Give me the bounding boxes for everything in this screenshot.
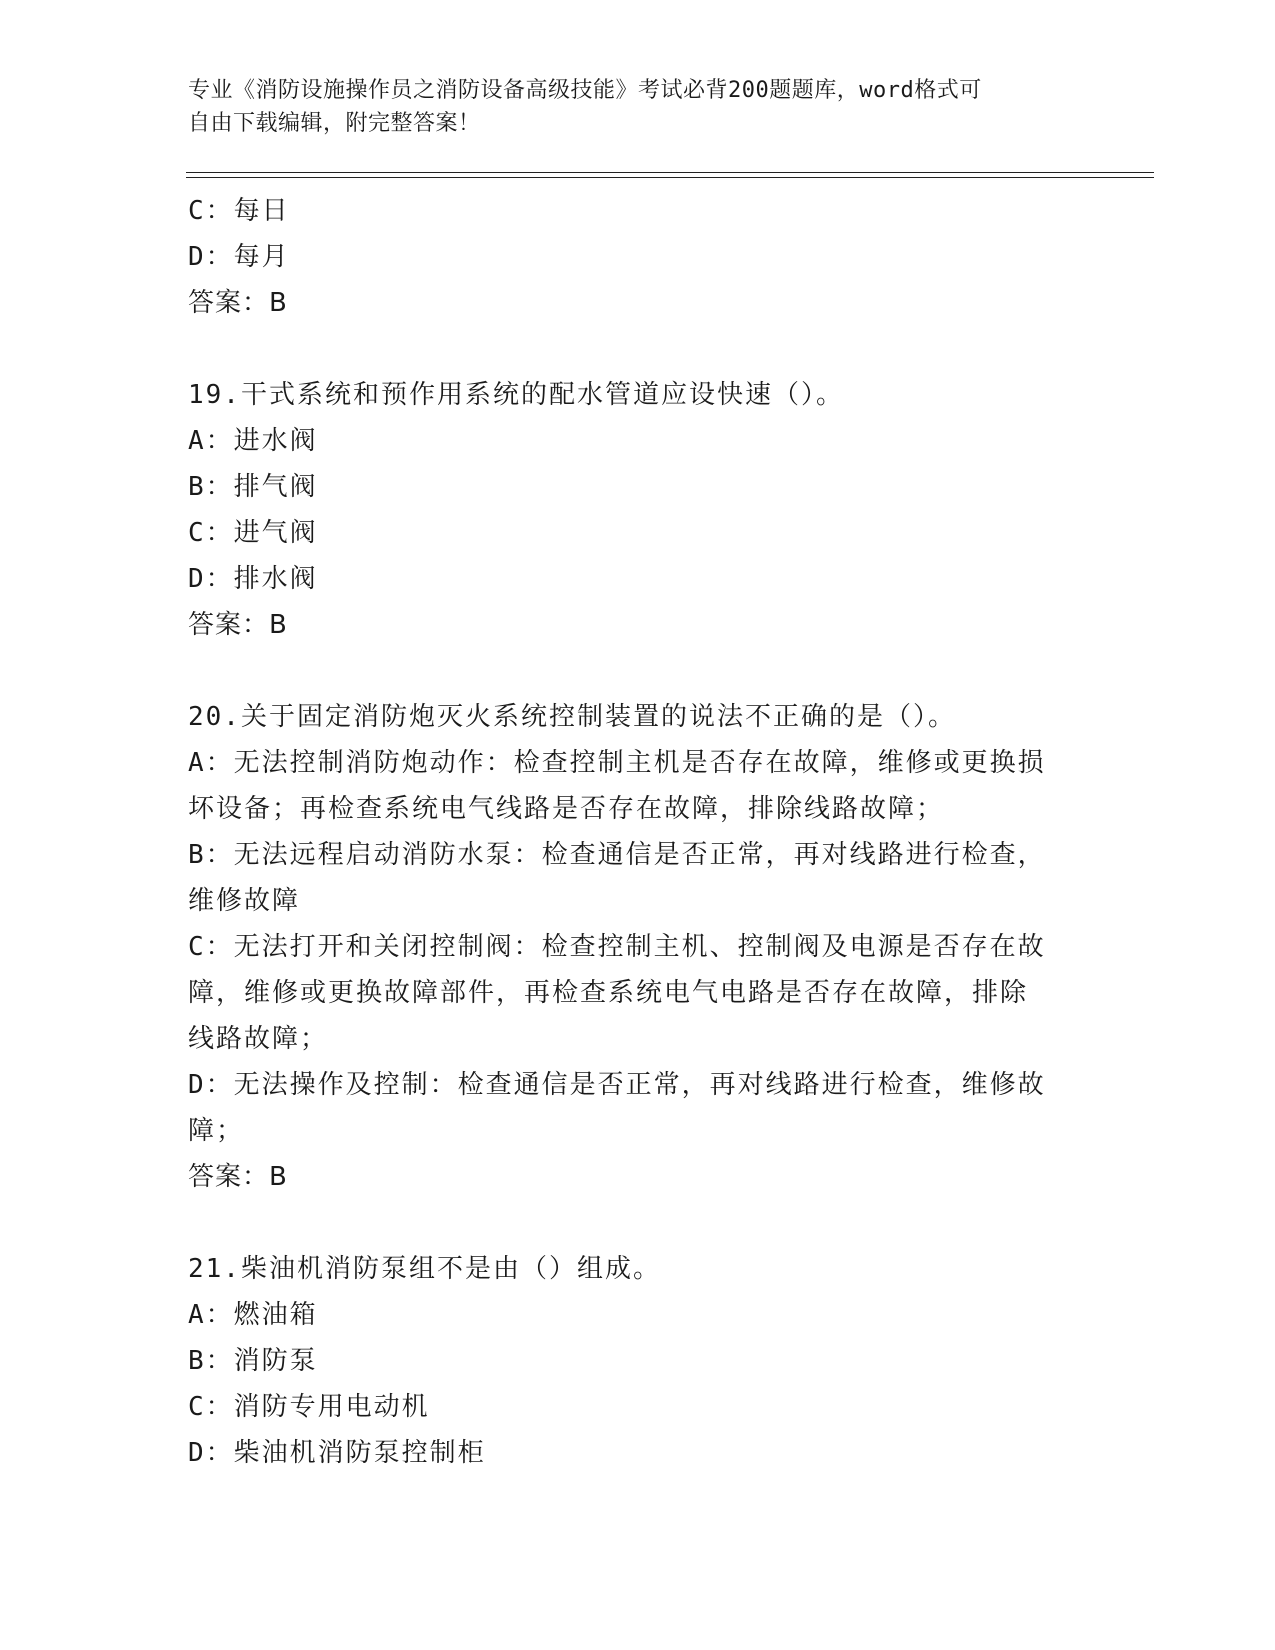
question-19 xyxy=(188,372,1088,648)
option-d: D：柴油机消防泵控制柜 xyxy=(188,1438,486,1468)
option-b: B：排气阀 xyxy=(188,472,318,502)
option-c: C：进气阀 xyxy=(188,518,318,548)
header-line-1: 专业《消防设施操作员之消防设备高级技能》考试必背200题题库，word格式可 xyxy=(188,78,982,103)
option-a: A：无法控制消防炮动作：检查控制主机是否存在故障，维修或更换损 xyxy=(188,748,1046,778)
option-c-continued: 线路故障； xyxy=(188,1024,329,1054)
answer-line: 答案：B xyxy=(188,1162,288,1192)
question-stem: 21.柴油机消防泵组不是由（）组成。 xyxy=(188,1254,661,1284)
question-stem: 20.关于固定消防炮灭火系统控制装置的说法不正确的是（）。 xyxy=(188,702,956,732)
header-rule-bottom xyxy=(186,177,1154,178)
option-c: C：消防专用电动机 xyxy=(188,1392,430,1422)
option-b: B：无法远程启动消防水泵：检查通信是否正常，再对线路进行检查， xyxy=(188,840,1046,870)
option-c: C：每日 xyxy=(188,196,290,226)
question-stem: 19.干式系统和预作用系统的配水管道应设快速（）。 xyxy=(188,380,844,410)
option-d-continued: 障； xyxy=(188,1116,245,1146)
header-line-2: 自由下载编辑，附完整答案！ xyxy=(188,111,481,136)
document-body xyxy=(188,188,1088,1476)
option-d: D：无法操作及控制：检查通信是否正常，再对线路进行检查，维修故 xyxy=(188,1070,1046,1100)
answer-line: 答案：B xyxy=(188,288,288,318)
document-header xyxy=(188,74,1088,140)
option-a: A：进水阀 xyxy=(188,426,318,456)
option-b-continued: 维修故障 xyxy=(188,886,301,916)
option-a: A：燃油箱 xyxy=(188,1300,318,1330)
option-d: D：每月 xyxy=(188,242,290,272)
header-rule-top xyxy=(186,172,1154,173)
answer-line: 答案：B xyxy=(188,610,288,640)
question-20 xyxy=(188,694,1088,1200)
option-c-continued: 障，维修或更换故障部件，再检查系统电气电路是否存在故障，排除 xyxy=(188,978,1029,1008)
option-d: D：排水阀 xyxy=(188,564,318,594)
option-b: B：消防泵 xyxy=(188,1346,318,1376)
question-21 xyxy=(188,1246,1088,1476)
option-c: C：无法打开和关闭控制阀：检查控制主机、控制阀及电源是否存在故 xyxy=(188,932,1046,962)
option-a-continued: 坏设备；再检查系统电气线路是否存在故障，排除线路故障； xyxy=(188,794,945,824)
continued-question xyxy=(188,188,1088,326)
